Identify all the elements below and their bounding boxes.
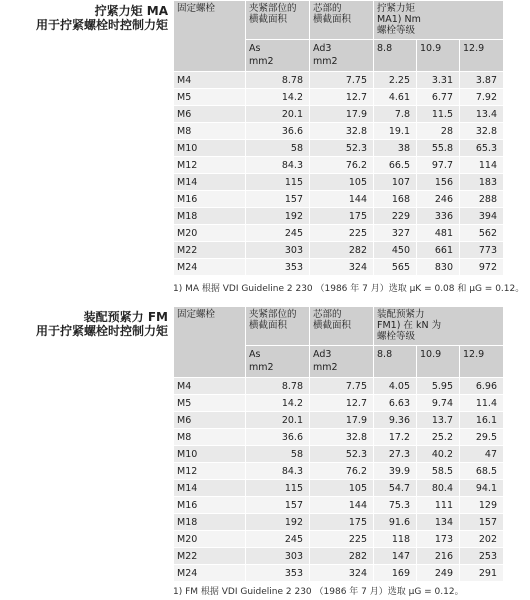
value-cell: 111	[417, 497, 460, 514]
value-cell: 36.6	[246, 123, 310, 140]
value-cell: 303	[246, 242, 310, 259]
value-cell: 55.8	[417, 140, 460, 157]
value-cell: 249	[417, 565, 460, 582]
value-cell: 173	[417, 531, 460, 548]
table-row	[174, 480, 504, 497]
header-core-unit: Ad3 mm2	[310, 346, 374, 378]
value-cell: 105	[310, 174, 374, 191]
value-cell: 4.05	[374, 378, 417, 395]
value-cell: 169	[374, 565, 417, 582]
value-cell: 11.4	[460, 395, 504, 412]
value-cell: 245	[246, 225, 310, 242]
value-cell: 830	[417, 259, 460, 276]
value-cell: 75.3	[374, 497, 417, 514]
value-cell: 27.3	[374, 446, 417, 463]
value-cell: 7.92	[460, 89, 504, 106]
value-cell: 20.1	[246, 412, 310, 429]
value-cell: 58	[246, 140, 310, 157]
table-row	[174, 191, 504, 208]
value-cell: 115	[246, 174, 310, 191]
value-cell: 28	[417, 123, 460, 140]
value-cell: 288	[460, 191, 504, 208]
value-cell: 246	[417, 191, 460, 208]
section2-title-line2: 用于拧紧螺栓时控制力矩	[35, 324, 168, 338]
value-cell: 17.2	[374, 429, 417, 446]
value-cell: 216	[417, 548, 460, 565]
header-clamp-area: 夹紧部位的 横截面积	[246, 307, 310, 346]
table-body	[174, 378, 504, 582]
value-cell: 7.75	[310, 72, 374, 89]
value-cell: 115	[246, 480, 310, 497]
value-cell: 129	[460, 497, 504, 514]
value-cell: 94.1	[460, 480, 504, 497]
bolt-size-cell: M10	[174, 140, 246, 157]
value-cell: 183	[460, 174, 504, 191]
header-core-area: 芯部的 横截面积	[310, 1, 374, 40]
value-cell: 54.7	[374, 480, 417, 497]
value-cell: 36.6	[246, 429, 310, 446]
value-cell: 175	[310, 514, 374, 531]
value-cell: 8.78	[246, 72, 310, 89]
value-cell: 52.3	[310, 446, 374, 463]
value-cell: 661	[417, 242, 460, 259]
value-cell: 68.5	[460, 463, 504, 480]
table-row	[174, 378, 504, 395]
value-cell: 6.77	[417, 89, 460, 106]
table-row	[174, 123, 504, 140]
value-cell: 245	[246, 531, 310, 548]
bolt-size-cell: M12	[174, 463, 246, 480]
bolt-size-cell: M4	[174, 72, 246, 89]
value-cell: 25.2	[417, 429, 460, 446]
value-cell: 565	[374, 259, 417, 276]
header-core-area: 芯部的 横截面积	[310, 307, 374, 346]
value-cell: 192	[246, 208, 310, 225]
table-row	[174, 259, 504, 276]
value-cell: 353	[246, 565, 310, 582]
value-cell: 303	[246, 548, 310, 565]
table-row	[174, 531, 504, 548]
value-cell: 157	[246, 191, 310, 208]
value-cell: 118	[374, 531, 417, 548]
value-cell: 147	[374, 548, 417, 565]
table-row	[174, 140, 504, 157]
value-cell: 29.5	[460, 429, 504, 446]
value-cell: 324	[310, 565, 374, 582]
value-cell: 175	[310, 208, 374, 225]
value-cell: 327	[374, 225, 417, 242]
value-cell: 84.3	[246, 157, 310, 174]
value-cell: 13.4	[460, 106, 504, 123]
value-cell: 14.2	[246, 89, 310, 106]
table-row	[174, 429, 504, 446]
value-cell: 157	[460, 514, 504, 531]
value-cell: 3.87	[460, 72, 504, 89]
value-cell: 324	[310, 259, 374, 276]
value-cell: 14.2	[246, 395, 310, 412]
value-cell: 9.36	[374, 412, 417, 429]
value-cell: 47	[460, 446, 504, 463]
section2-footnote: 1) FM 根据 VDI Guideline 2 230 （1986 年 7 月）选取 μG = 0.12。	[173, 587, 464, 597]
bolt-size-cell: M5	[174, 395, 246, 412]
header-grade-8-8: 8.8	[374, 346, 417, 378]
table-row	[174, 208, 504, 225]
value-cell: 32.8	[310, 123, 374, 140]
bolt-size-cell: M20	[174, 225, 246, 242]
bolt-size-cell: M10	[174, 446, 246, 463]
header-grade-10-9: 10.9	[417, 346, 460, 378]
table-row	[174, 72, 504, 89]
bolt-size-cell: M16	[174, 191, 246, 208]
table-row	[174, 497, 504, 514]
value-cell: 5.95	[417, 378, 460, 395]
table-row	[174, 174, 504, 191]
bolt-size-cell: M20	[174, 531, 246, 548]
header-bolt: 固定螺栓	[174, 1, 246, 72]
table-row	[174, 106, 504, 123]
bolt-size-cell: M14	[174, 480, 246, 497]
table-row	[174, 242, 504, 259]
value-cell: 773	[460, 242, 504, 259]
header-grade-12-9: 12.9	[460, 40, 504, 72]
value-cell: 282	[310, 548, 374, 565]
value-cell: 168	[374, 191, 417, 208]
value-cell: 4.61	[374, 89, 417, 106]
header-grade-10-9: 10.9	[417, 40, 460, 72]
value-cell: 19.1	[374, 123, 417, 140]
header-core-unit: Ad3 mm2	[310, 40, 374, 72]
value-cell: 65.3	[460, 140, 504, 157]
bolt-size-cell: M22	[174, 242, 246, 259]
preload-force-table	[173, 306, 504, 582]
value-cell: 76.2	[310, 463, 374, 480]
value-cell: 91.6	[374, 514, 417, 531]
table-row	[174, 463, 504, 480]
section1-title-line2: 用于拧紧螺栓时控制力矩	[35, 18, 168, 32]
value-cell: 192	[246, 514, 310, 531]
bolt-size-cell: M24	[174, 259, 246, 276]
value-cell: 12.7	[310, 395, 374, 412]
value-cell: 84.3	[246, 463, 310, 480]
value-cell: 11.5	[417, 106, 460, 123]
value-cell: 80.4	[417, 480, 460, 497]
value-cell: 6.96	[460, 378, 504, 395]
value-cell: 972	[460, 259, 504, 276]
value-cell: 6.63	[374, 395, 417, 412]
value-cell: 20.1	[246, 106, 310, 123]
value-cell: 66.5	[374, 157, 417, 174]
value-cell: 32.8	[310, 429, 374, 446]
value-cell: 134	[417, 514, 460, 531]
bolt-size-cell: M8	[174, 429, 246, 446]
bolt-size-cell: M18	[174, 208, 246, 225]
value-cell: 156	[417, 174, 460, 191]
value-cell: 17.9	[310, 106, 374, 123]
value-cell: 8.78	[246, 378, 310, 395]
value-cell: 225	[310, 531, 374, 548]
table-row	[174, 446, 504, 463]
header-grade-12-9: 12.9	[460, 346, 504, 378]
table-row	[174, 514, 504, 531]
bolt-size-cell: M24	[174, 565, 246, 582]
section1-footnote: 1) MA 根据 VDI Guideline 2 230 （1986 年 7 月）选取 μK = 0.08 和 μG = 0.12。	[173, 284, 525, 294]
value-cell: 282	[310, 242, 374, 259]
value-cell: 3.31	[417, 72, 460, 89]
table-row	[174, 89, 504, 106]
table-row	[174, 565, 504, 582]
value-cell: 97.7	[417, 157, 460, 174]
value-cell: 105	[310, 480, 374, 497]
value-cell: 144	[310, 497, 374, 514]
value-cell: 38	[374, 140, 417, 157]
value-cell: 481	[417, 225, 460, 242]
header-clamp-unit: As mm2	[246, 40, 310, 72]
value-cell: 39.9	[374, 463, 417, 480]
value-cell: 562	[460, 225, 504, 242]
bolt-size-cell: M6	[174, 106, 246, 123]
header-grade-8-8: 8.8	[374, 40, 417, 72]
value-cell: 229	[374, 208, 417, 225]
bolt-size-cell: M5	[174, 89, 246, 106]
table-row	[174, 225, 504, 242]
value-cell: 17.9	[310, 412, 374, 429]
value-cell: 107	[374, 174, 417, 191]
value-cell: 13.7	[417, 412, 460, 429]
value-cell: 7.75	[310, 378, 374, 395]
value-cell: 157	[246, 497, 310, 514]
bolt-size-cell: M22	[174, 548, 246, 565]
section2-title	[0, 310, 168, 338]
value-cell: 16.1	[460, 412, 504, 429]
table-row	[174, 395, 504, 412]
header-torque: 拧紧力矩 MA1) Nm 螺栓等级	[374, 1, 504, 40]
value-cell: 9.74	[417, 395, 460, 412]
value-cell: 7.8	[374, 106, 417, 123]
value-cell: 394	[460, 208, 504, 225]
value-cell: 40.2	[417, 446, 460, 463]
header-bolt: 固定螺栓	[174, 307, 246, 378]
value-cell: 32.8	[460, 123, 504, 140]
value-cell: 253	[460, 548, 504, 565]
section1-title	[0, 4, 168, 32]
table-body	[174, 72, 504, 276]
table-row	[174, 157, 504, 174]
bolt-size-cell: M14	[174, 174, 246, 191]
tightening-torque-table	[173, 0, 504, 276]
value-cell: 353	[246, 259, 310, 276]
value-cell: 12.7	[310, 89, 374, 106]
value-cell: 2.25	[374, 72, 417, 89]
value-cell: 76.2	[310, 157, 374, 174]
value-cell: 336	[417, 208, 460, 225]
value-cell: 114	[460, 157, 504, 174]
bolt-size-cell: M12	[174, 157, 246, 174]
header-clamp-area: 夹紧部位的 横截面积	[246, 1, 310, 40]
section2-title-line1: 装配预紧力 FM	[83, 310, 168, 324]
bolt-size-cell: M4	[174, 378, 246, 395]
bolt-size-cell: M8	[174, 123, 246, 140]
value-cell: 144	[310, 191, 374, 208]
bolt-size-cell: M18	[174, 514, 246, 531]
value-cell: 52.3	[310, 140, 374, 157]
section1-title-line1: 拧紧力矩 MA	[94, 4, 168, 18]
bolt-size-cell: M6	[174, 412, 246, 429]
value-cell: 291	[460, 565, 504, 582]
table-row	[174, 412, 504, 429]
value-cell: 58.5	[417, 463, 460, 480]
value-cell: 58	[246, 446, 310, 463]
value-cell: 225	[310, 225, 374, 242]
value-cell: 202	[460, 531, 504, 548]
header-preload: 装配预紧力 FM1) 在 kN 为 螺栓等级	[374, 307, 504, 346]
value-cell: 450	[374, 242, 417, 259]
table-row	[174, 548, 504, 565]
bolt-size-cell: M16	[174, 497, 246, 514]
header-clamp-unit: As mm2	[246, 346, 310, 378]
